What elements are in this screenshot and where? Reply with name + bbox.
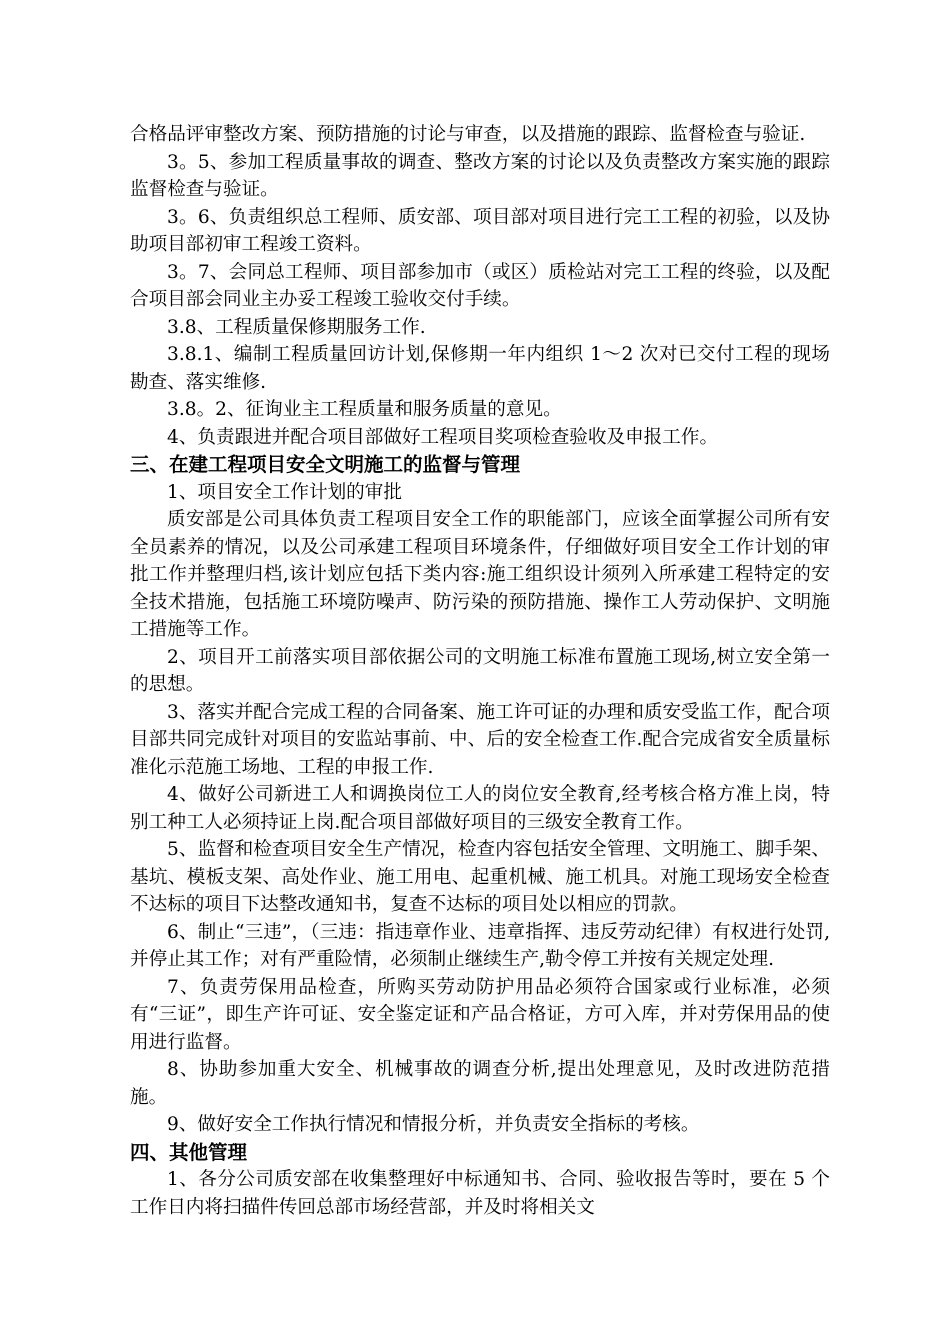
- paragraph-4: 4、负责跟进并配合项目部做好工程项目奖项检查验收及申报工作。: [167, 426, 719, 448]
- paragraph-safety-4: 4、做好公司新进工人和调换岗位工人的岗位安全教育,经考核合格方准上岗，特别工种工人必须持证上岗.配合项目部做好项目的三级安全教育工作。: [130, 784, 830, 833]
- paragraph-3-8: 3.8、工程质量保修期服务工作.: [167, 316, 426, 338]
- paragraph-safety-7: 7、负责劳保用品检查，所购买劳动防护用品必须符合国家或行业标准，必须有“三证”，即生产许可证、安全鉴定证和产品合格证，方可入库，并对劳保用品的使用进行监督。: [130, 976, 830, 1053]
- paragraph-safety-8: 8、协助参加重大安全、机械事故的调查分析,提出处理意见，及时改进防范措施。: [130, 1059, 830, 1108]
- paragraph-safety-1-body: 质安部是公司具体负责工程项目安全工作的职能部门，应该全面掌握公司所有安全员素养的情况，以及公司承建工程项目环境条件，仔细做好项目安全工作计划的审批工作并整理归档,该计划应包括下类内容:施工组织设计须列入所承建工程特定的安全技术措施，包括施工环境防噪声、防污染的预防措施、操作工人劳动保护、文明施工措施等工作。: [130, 509, 830, 640]
- paragraph-3-8-2: 3.8。2、征询业主工程质量和服务质量的意见。: [167, 399, 562, 420]
- paragraph-safety-3: 3、落实并配合完成工程的合同备案、施工许可证的办理和质安受监工作，配合项目部共同完成针对项目的安监站事前、中、后的安全检查工作.配合完成省安全质量标准化示范施工场地、工程的申报工作.: [130, 701, 830, 778]
- paragraph-continuation: 合格品评审整改方案、预防措施的讨论与审查，以及措施的跟踪、监督检查与验证.: [130, 124, 806, 145]
- paragraph-3-6: 3。6、负责组织总工程师、质安部、项目部对项目进行完工工程的初验，以及协助项目部初审工程竣工资料。: [130, 206, 830, 255]
- paragraph-other-1: 1、各分公司质安部在收集整理好中标通知书、合同、验收报告等时，要在 5 个工作日内将扫描件传回总部市场经营部，并及时将相关文: [130, 1169, 830, 1218]
- section-heading-3: 三、在建工程项目安全文明施工的监督与管理: [130, 453, 521, 476]
- paragraph-safety-6: 6、制止“三违”，（三违：指违章作业、违章指挥、违反劳动纪律）有权进行处罚,并停止其工作；对有严重险情，必须制止继续生产,勒令停工并按有关规定处理.: [130, 921, 830, 970]
- paragraph-safety-5: 5、监督和检查项目安全生产情况，检查内容包括安全管理、文明施工、脚手架、基坑、模板支架、高处作业、施工用电、起重机械、施工机具。对施工现场安全检查不达标的项目下达整改通知书，复查不达标的项目处以相应的罚款。: [130, 839, 830, 915]
- paragraph-3-5: 3。5、参加工程质量事故的调查、整改方案的讨论以及负责整改方案实施的跟踪监督检查与验证。: [130, 151, 830, 200]
- paragraph-safety-2: 2、项目开工前落实项目部依据公司的文明施工标准布置施工现场,树立安全第一的思想。: [130, 646, 830, 695]
- paragraph-safety-9: 9、做好安全工作执行情况和情报分析，并负责安全指标的考核。: [167, 1114, 700, 1135]
- paragraph-3-8-1: 3.8.1、编制工程质量回访计划,保修期一年内组织 1～2 次对已交付工程的现场勘查、落实维修.: [130, 344, 830, 393]
- section-heading-4: 四、其他管理: [130, 1140, 248, 1164]
- paragraph-safety-1: 1、项目安全工作计划的审批: [167, 481, 402, 503]
- paragraph-3-7: 3。7、会同总工程师、项目部参加市（或区）质检站对完工工程的终验，以及配合项目部会同业主办妥工程竣工验收交付手续。: [130, 261, 830, 310]
